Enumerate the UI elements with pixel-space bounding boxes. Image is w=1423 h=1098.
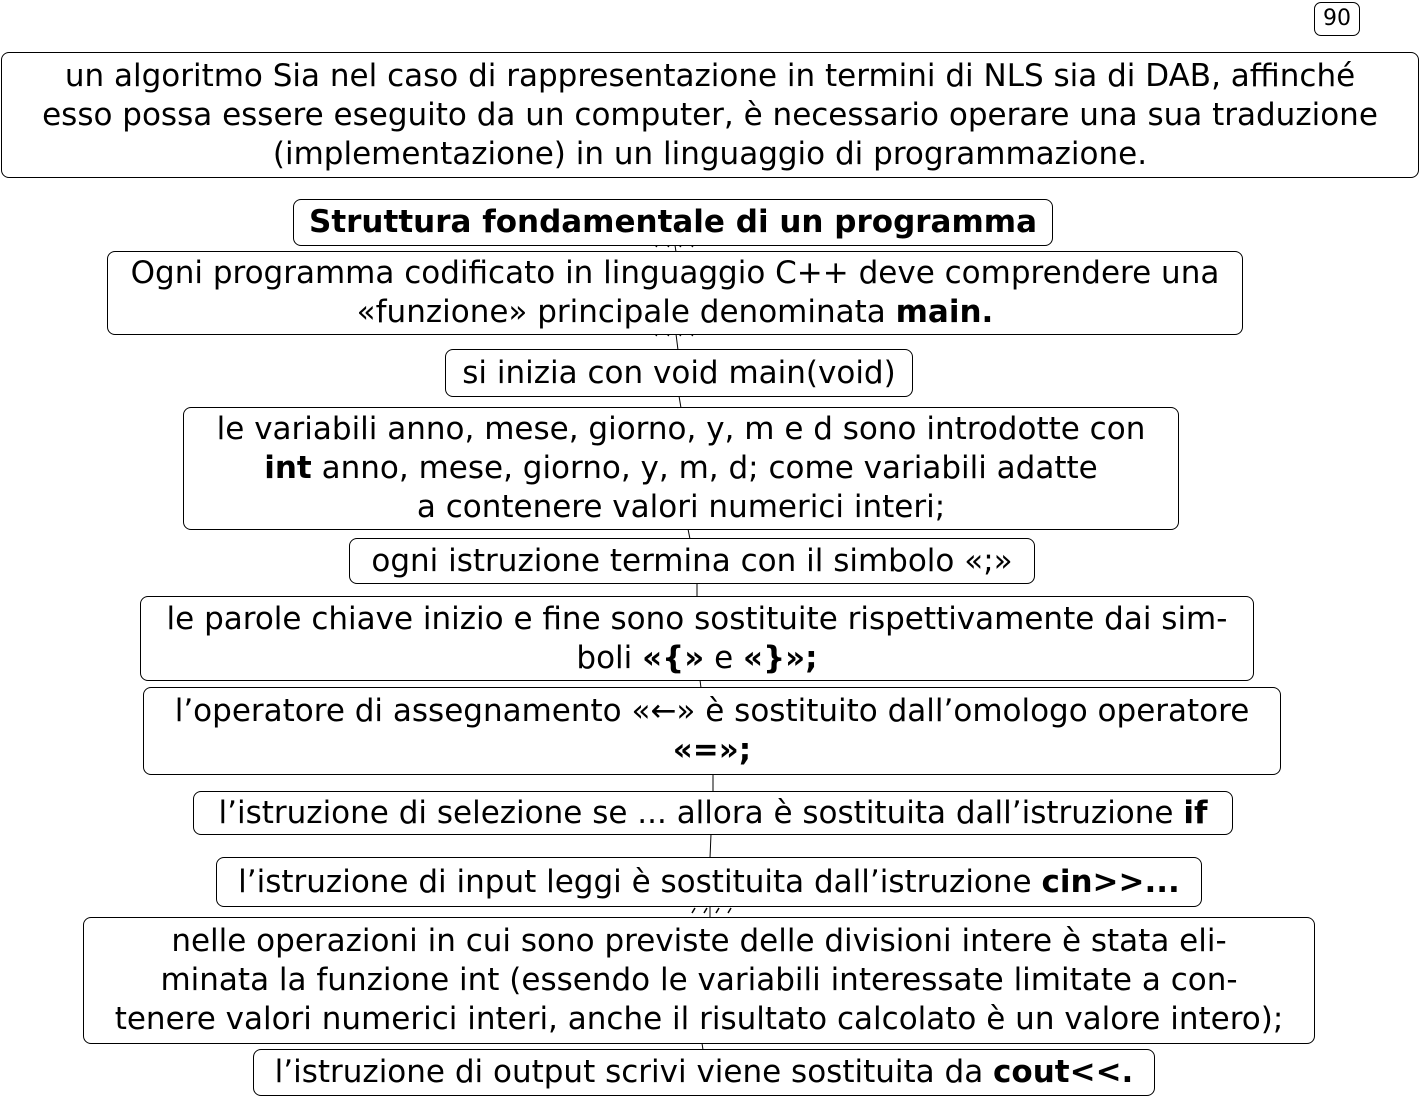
semicolon-text: ogni istruzione termina con il simbolo «;» — [371, 542, 1013, 579]
selection-text: l’istruzione di selezione se ... allora è sostituita dall’istruzione — [218, 794, 1184, 831]
if-keyword: if — [1183, 794, 1208, 831]
division-line-3: tenere valori numerici interi, anche il risultato calcolato è un valore intero); — [114, 1001, 1284, 1037]
division-line-1: nelle operazioni in cui sono previste delle divisioni intere è stata eli- — [171, 923, 1227, 959]
main-keyword: main. — [895, 294, 994, 330]
node-void-main — [445, 349, 913, 397]
node-output — [253, 1049, 1155, 1096]
variables-line-2: anno, mese, giorno, y, m, d; come variabili adatte — [311, 450, 1098, 486]
diagram-title: Struttura fondamentale di un programma — [309, 204, 1037, 240]
intro-line-1: un algoritmo Sia nel caso di rappresentazione in termini di NLS sia di DAB, affinché — [64, 57, 1356, 94]
variables-line-1: le variabili anno, mese, giorno, y, m e d sono introdotte con — [216, 411, 1146, 447]
braces-line-1: le parole chiave inizio e fine sono sostituite rispettivamente dai sim- — [166, 600, 1228, 637]
node-main-function — [107, 251, 1243, 335]
node-selection — [193, 791, 1233, 835]
intro-line-2: esso possa essere eseguito da un computer, è necessario operare una sua traduzione — [42, 96, 1378, 133]
cin-keyword: cin>>... — [1041, 863, 1180, 900]
void-main-text: si inizia con void main(void) — [462, 354, 896, 391]
main-function-line-1: Ogni programma codificato in linguaggio C++ deve comprendere una — [130, 255, 1220, 291]
output-text: l’istruzione di output scrivi viene sostituita da — [274, 1054, 994, 1090]
division-line-2: minata la funzione int (essendo le variabili interessate limitate a con- — [160, 962, 1238, 998]
page-number: 90 — [1314, 2, 1360, 36]
intro-line-3: (implementazione) in un linguaggio di programmazione. — [272, 135, 1148, 172]
braces-conjunction: e — [704, 639, 744, 676]
close-brace-symbol: «}»; — [743, 639, 818, 676]
main-function-line-2: «funzione» principale denominata — [356, 294, 896, 330]
input-text: l’istruzione di input leggi è sostituita dall’istruzione — [238, 863, 1042, 900]
int-keyword: int — [264, 450, 312, 486]
node-variables — [183, 407, 1179, 530]
connector-selection-input — [710, 834, 711, 858]
node-assignment — [143, 687, 1281, 775]
assignment-line-1: l’operatore di assegnamento «←» è sostituito dall’omologo operatore — [174, 693, 1250, 729]
connector-main-void — [676, 334, 678, 350]
braces-line-2-start: boli — [576, 639, 643, 676]
equals-symbol: «=»; — [672, 732, 752, 768]
cout-keyword: cout<<. — [993, 1054, 1134, 1090]
node-braces — [140, 596, 1254, 681]
variables-line-3: a contenere valori numerici interi; — [416, 489, 946, 525]
node-semicolon — [349, 538, 1035, 584]
title-box — [293, 199, 1053, 246]
open-brace-symbol: «{» — [642, 639, 705, 676]
node-division — [83, 917, 1315, 1044]
intro-box — [1, 52, 1419, 178]
node-input — [216, 857, 1202, 907]
